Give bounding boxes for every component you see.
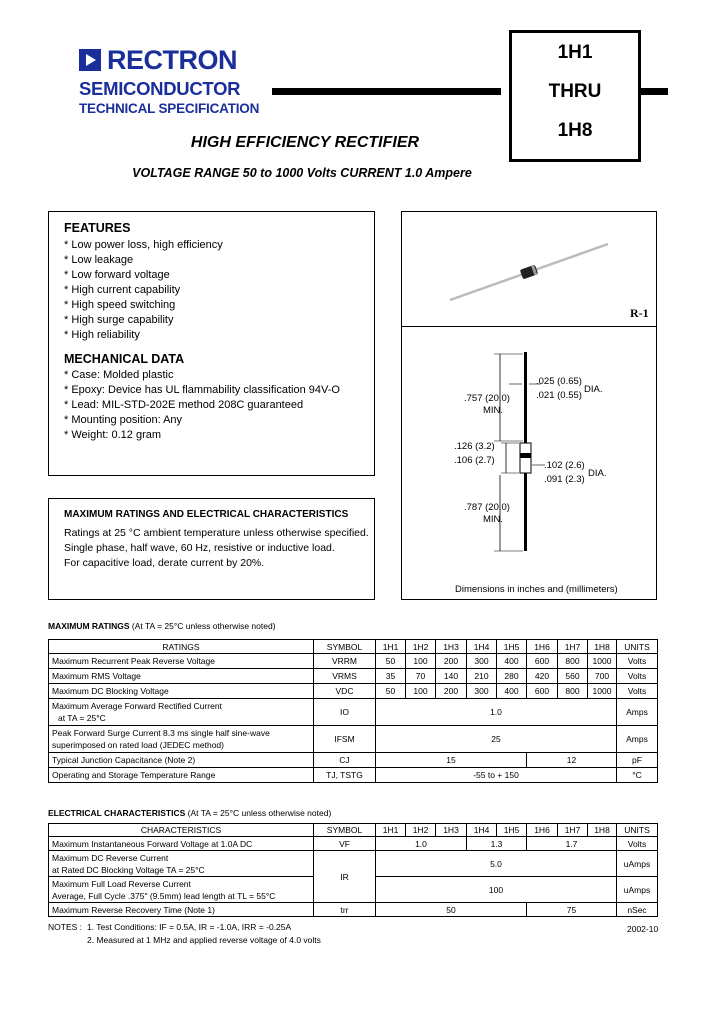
column-header: CHARACTERISTICS (49, 824, 314, 837)
ratings-notes-box (48, 498, 375, 600)
list-item: * Epoxy: Device has UL flammability classification 94V-O (64, 384, 340, 396)
part-number-first: 1H1 (557, 42, 593, 63)
column-header: 1H5 (497, 824, 527, 837)
electrical-table-caption: ELECTRICAL CHARACTERISTICS (At TA = 25°C unless otherwise noted) (48, 808, 332, 818)
dim-body-dia-a: .102 (2.6) (544, 460, 585, 471)
brand-subtitle: SEMICONDUCTOR (79, 78, 241, 99)
table-row: Maximum Instantaneous Forward Voltage at 1.0A DC VF 1.0 1.3 1.7 Volts (49, 837, 658, 851)
notes-label: NOTES : (48, 922, 83, 932)
column-header: 1H8 (588, 824, 617, 837)
list-item: * Lead: MIL-STD-202E method 208C guaranteed (64, 399, 304, 411)
list-item: * Low forward voltage (64, 269, 170, 281)
dim-body-len-a: .126 (3.2) (454, 441, 495, 452)
list-item: * Case: Molded plastic (64, 369, 174, 381)
revision-date: 2002-10 (627, 924, 659, 934)
column-header: RATINGS (49, 640, 314, 654)
table-row: Maximum Recurrent Peak Reverse Voltage VRRM 50 100 200 300 400 600 800 1000 Volts (49, 654, 658, 669)
dimension-caption: Dimensions in inches and (millimeters) (455, 584, 618, 595)
part-number-thru: THRU (548, 81, 602, 102)
ratings-table-caption: MAXIMUM RATINGS (At TA = 25°C unless otherwise noted) (48, 621, 276, 631)
ratings-note-line: For capacitive load, derate current by 20%. (64, 557, 265, 569)
column-header: 1H4 (467, 824, 497, 837)
column-header: 1H7 (558, 640, 588, 654)
brand-name: RECTRON (107, 45, 237, 75)
doc-type: TECHNICAL SPECIFICATION (79, 101, 260, 116)
diode-photo-icon (440, 232, 620, 312)
table-row: Maximum Reverse Recovery Time (Note 1) trr 50 75 nSec (49, 903, 658, 917)
part-number-last: 1H8 (557, 120, 593, 141)
dim-lead-len-bot: .787 (20.0) (464, 502, 510, 513)
column-header: SYMBOL (314, 824, 376, 837)
rectron-logo-icon (79, 49, 101, 71)
dim-min-1: MIN. (483, 405, 504, 416)
column-header: 1H6 (527, 640, 558, 654)
table-row: Operating and Storage Temperature Range TJ, TSTG -55 to + 150 °C (49, 768, 658, 783)
dim-body-len-b: .106 (2.7) (454, 455, 495, 466)
features-box (48, 211, 375, 476)
list-item: * Weight: 0.12 gram (64, 429, 162, 441)
column-header: 1H5 (497, 640, 527, 654)
list-item: * Low power loss, high efficiency (64, 239, 223, 251)
column-header: UNITS (617, 640, 658, 654)
table-row: Maximum Average Forward Rectified Current at TA = 25°C IO 1.0 Amps (49, 699, 658, 726)
document-title: HIGH EFFICIENCY RECTIFIER (190, 134, 420, 151)
ratings-note-line: Single phase, half wave, 60 Hz, resistive or inductive load. (64, 542, 335, 554)
list-item: * High speed switching (64, 299, 176, 311)
table-header-row (49, 640, 658, 654)
mechanical-heading: MECHANICAL DATA (64, 352, 185, 366)
column-header: 1H1 (376, 824, 406, 837)
table-row: Typical Junction Capacitance (Note 2) CJ 15 12 pF (49, 753, 658, 768)
column-header: 1H6 (527, 824, 558, 837)
column-header: 1H3 (436, 640, 467, 654)
column-header: UNITS (617, 824, 658, 837)
ratings-note-line: Ratings at 25 °C ambient temperature unless otherwise specified. (64, 527, 369, 539)
package-label: R-1 (630, 306, 649, 320)
dim-lead-dia-a: .025 (0.65) (536, 376, 582, 387)
column-header: 1H7 (558, 824, 588, 837)
list-item: * High surge capability (64, 314, 174, 326)
mechanical-list (64, 368, 340, 443)
list-item: * Mounting position: Any (64, 414, 183, 426)
electrical-table (48, 823, 658, 917)
dimension-drawing (401, 340, 657, 560)
table-row: Maximum DC Blocking Voltage VDC 50 100 200 300 400 600 800 1000 Volts (49, 684, 658, 699)
dim-dia-word-2: DIA. (588, 468, 607, 479)
column-header: 1H2 (406, 824, 436, 837)
table-row: Peak Forward Surge Current 8.3 ms single half sine-wave superimposed on rated load (JEDEC method) IFSM 25 Amps (49, 726, 658, 753)
dim-lead-len-top: .757 (20.0) (464, 393, 510, 404)
header-rule-left (272, 88, 501, 95)
list-item: * High reliability (64, 329, 140, 341)
document-subtitle: VOLTAGE RANGE 50 to 1000 Volts CURRENT 1.0 Ampere (132, 166, 472, 180)
ratings-box-heading: MAXIMUM RATINGS AND ELECTRICAL CHARACTERISTICS (64, 509, 349, 520)
table-row: Maximum Full Load Reverse Current Average, Full Cycle .375" (9.5mm) lead length at TL = 55°C 100 uAmps (49, 877, 658, 903)
column-header: 1H4 (467, 640, 497, 654)
column-header: SYMBOL (314, 640, 376, 654)
ratings-table (48, 639, 658, 783)
column-header: 1H3 (436, 824, 467, 837)
ratings-box-text (64, 526, 369, 571)
table-row: Maximum RMS Voltage VRMS 35 70 140 210 280 420 560 700 Volts (49, 669, 658, 684)
column-header: 1H1 (376, 640, 406, 654)
dim-dia-word-1: DIA. (584, 384, 603, 395)
list-item: * Low leakage (64, 254, 134, 266)
column-header: 1H8 (588, 640, 617, 654)
dim-body-dia-b: .091 (2.3) (544, 474, 585, 485)
note-1: 1. Test Conditions: IF = 0.5A, IR = -1.0A, IRR = -0.25A (87, 922, 292, 932)
table-header-row (49, 824, 658, 837)
table-row: Maximum DC Reverse Current at Rated DC Blocking Voltage TA = 25°C IR 5.0 uAmps (49, 851, 658, 877)
column-header: 1H2 (406, 640, 436, 654)
header-rule-right (640, 88, 668, 95)
features-heading: FEATURES (64, 221, 131, 235)
features-list (64, 238, 223, 343)
list-item: * High current capability (64, 284, 181, 296)
dim-min-2: MIN. (483, 514, 504, 525)
note-2: 2. Measured at 1 MHz and applied reverse voltage of 4.0 volts (87, 935, 321, 945)
dim-lead-dia-b: .021 (0.55) (536, 390, 582, 401)
package-divider (401, 326, 657, 327)
